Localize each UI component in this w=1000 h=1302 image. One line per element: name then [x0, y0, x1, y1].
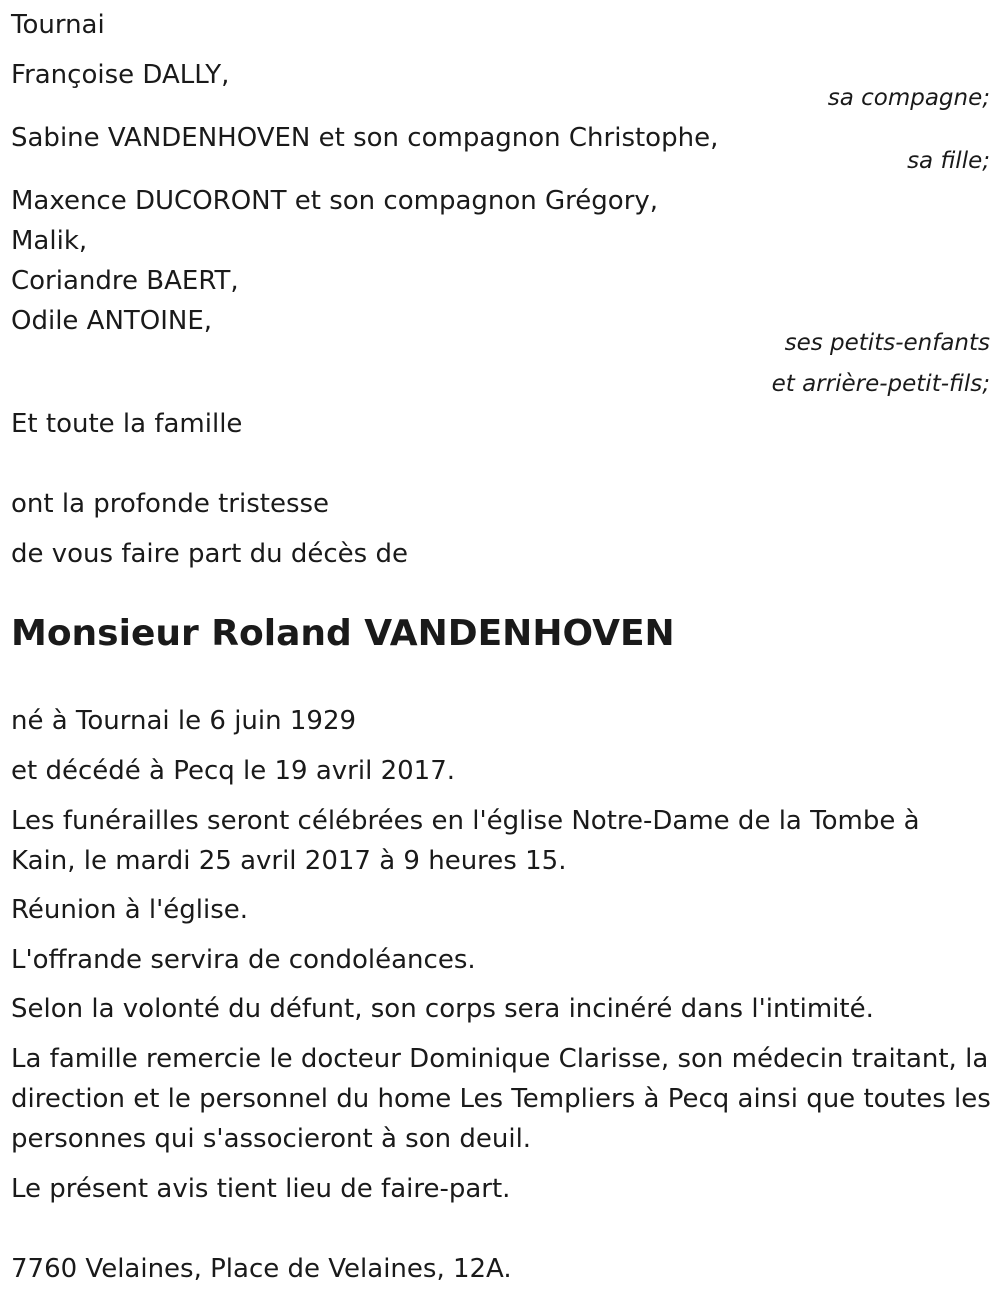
deceased-name: Monsieur Roland VANDENHOVEN — [11, 613, 675, 654]
notice-line: Le présent avis tient lieu de faire-part. — [11, 1174, 511, 1204]
offering-info: L'offrande servira de condoléances. — [11, 945, 476, 975]
grandchildren-role: ses petits-enfants — [784, 330, 990, 356]
death-info: et décédé à Pecq le 19 avril 2017. — [11, 756, 456, 786]
family-member-partner-role: sa compagne; — [827, 85, 990, 111]
announcement-line: de vous faire part du décès de — [11, 539, 408, 569]
birth-info: né à Tournai le 6 juin 1929 — [11, 706, 357, 736]
thanks-paragraph: La famille remercie le docteur Dominique Clarisse, son médecin traitant, la direction et le personnel du home Les Templiers à Pecq ainsi que toutes les personnes qui s'associeront à son deuil. — [11, 1044, 991, 1154]
whole-family-line: Et toute la famille — [11, 409, 243, 439]
family-member-partner-name: Françoise DALLY, — [11, 60, 230, 90]
announcement-line: ont la profonde tristesse — [11, 489, 330, 519]
city-name: Tournai — [11, 10, 105, 40]
grandchild-name: Odile ANTOINE, — [11, 306, 213, 336]
family-member-daughter-name: Sabine VANDENHOVEN et son compagnon Christophe, — [11, 123, 719, 153]
grandchild-name: Coriandre BAERT, — [11, 266, 239, 296]
cremation-info: Selon la volonté du défunt, son corps sera incinéré dans l'intimité. — [11, 994, 874, 1024]
meeting-info: Réunion à l'église. — [11, 895, 249, 925]
address-line: 7760 Velaines, Place de Velaines, 12A. — [11, 1254, 512, 1284]
funeral-info: Les funérailles seront célébrées en l'église Notre-Dame de la Tombe à Kain, le mardi 25 avril 2017 à 9 heures 15. — [11, 806, 920, 876]
great-grandchild-role: et arrière-petit-fils; — [771, 371, 990, 397]
family-member-daughter-role: sa fille; — [907, 148, 990, 174]
grandchild-name: Maxence DUCORONT et son compagnon Grégory, — [11, 186, 659, 216]
grandchild-name: Malik, — [11, 226, 88, 256]
